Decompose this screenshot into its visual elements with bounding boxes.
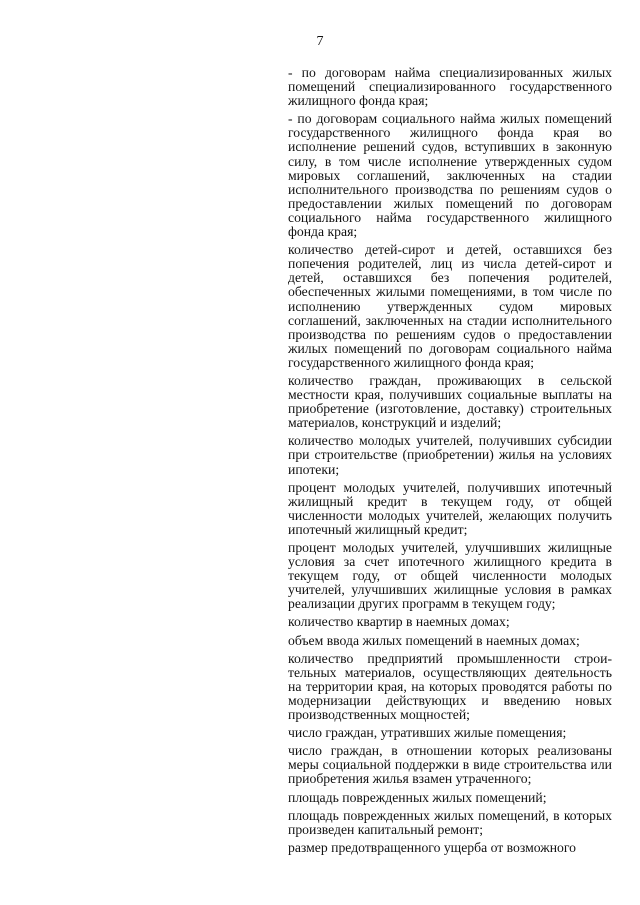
paragraph: число граждан, утративших жилые помещения;	[288, 725, 567, 741]
paragraph: количество граждан, проживающих в сельской местности края, получивших социальные выплаты на приобретение (изготовление, доставку) строительных материалов, конструкций и изделий;	[288, 372, 612, 431]
paragraph: количество молодых учителей, получивших субсидии при строительстве (приобретении) жилья на условиях ипотеки;	[288, 433, 612, 477]
paragraph: - по договорам найма специализированных жилых помещений специализированного государственного жилищного фонда края;	[288, 65, 612, 109]
paragraph: количество детей-сирот и детей, оставшихся без попечения родителей, лиц из числа детей-сирот и детей, оставшихся без попечения родителей, обеспеченных жилыми помещениями, в том числе по исполнению утвержденных судом мировых соглашений, заключенных на стадии исполнительного производства по решениям судов о предоставлении жилых помещений по договорам социального найма государственного жилищного фонда края;	[288, 242, 612, 370]
paragraph: объем ввода жилых помещений в наемных домах;	[288, 632, 580, 648]
paragraph: размер предотвращенного ущерба от возможного	[288, 839, 576, 855]
paragraph: площадь поврежденных жилых помещений, в которых произведен капитальный ремонт;	[288, 807, 612, 837]
paragraph: процент молодых учителей, улучшивших жилищные условия за счет ипотечного жилищного кредита в текущем году, от общей численности молодых учителей, улучшивших жилищные условия в рамках реализации других программ в текущем году;	[288, 540, 612, 612]
paragraph: число граждан, в отношении которых реализованы меры социальной поддержки в виде строительства или приобретения жилья взамен утраченного;	[288, 743, 612, 787]
paragraph: - по договорам социального найма жилых помещений государственного жилищного фонда края во исполнение решений судов, вступивших в законную силу, в том числе исполнение утвержденных судом мировых соглашений, заключенных на стадии исполнительного производства по решениям судов о предоставлении жилых помещений по договорам социального найма государственного жилищного фонда края;	[288, 111, 612, 240]
paragraph: количество предприятий промышленности строительных материалов, осуществляющих деятельность на территории края, на которых проводятся работы по модернизации действующих и введению новых производственных мощностей;	[288, 650, 612, 723]
paragraph: процент молодых учителей, получивших ипотечный жилищный кредит в текущем году, от общей численности молодых учителей, желающих получить ипотечный жилищный кредит;	[288, 479, 612, 537]
page-number: 7	[316, 34, 324, 49]
paragraph: площадь поврежденных жилых помещений;	[288, 789, 547, 805]
paragraph: количество квартир в наемных домах;	[288, 614, 510, 630]
text-column	[288, 66, 612, 859]
